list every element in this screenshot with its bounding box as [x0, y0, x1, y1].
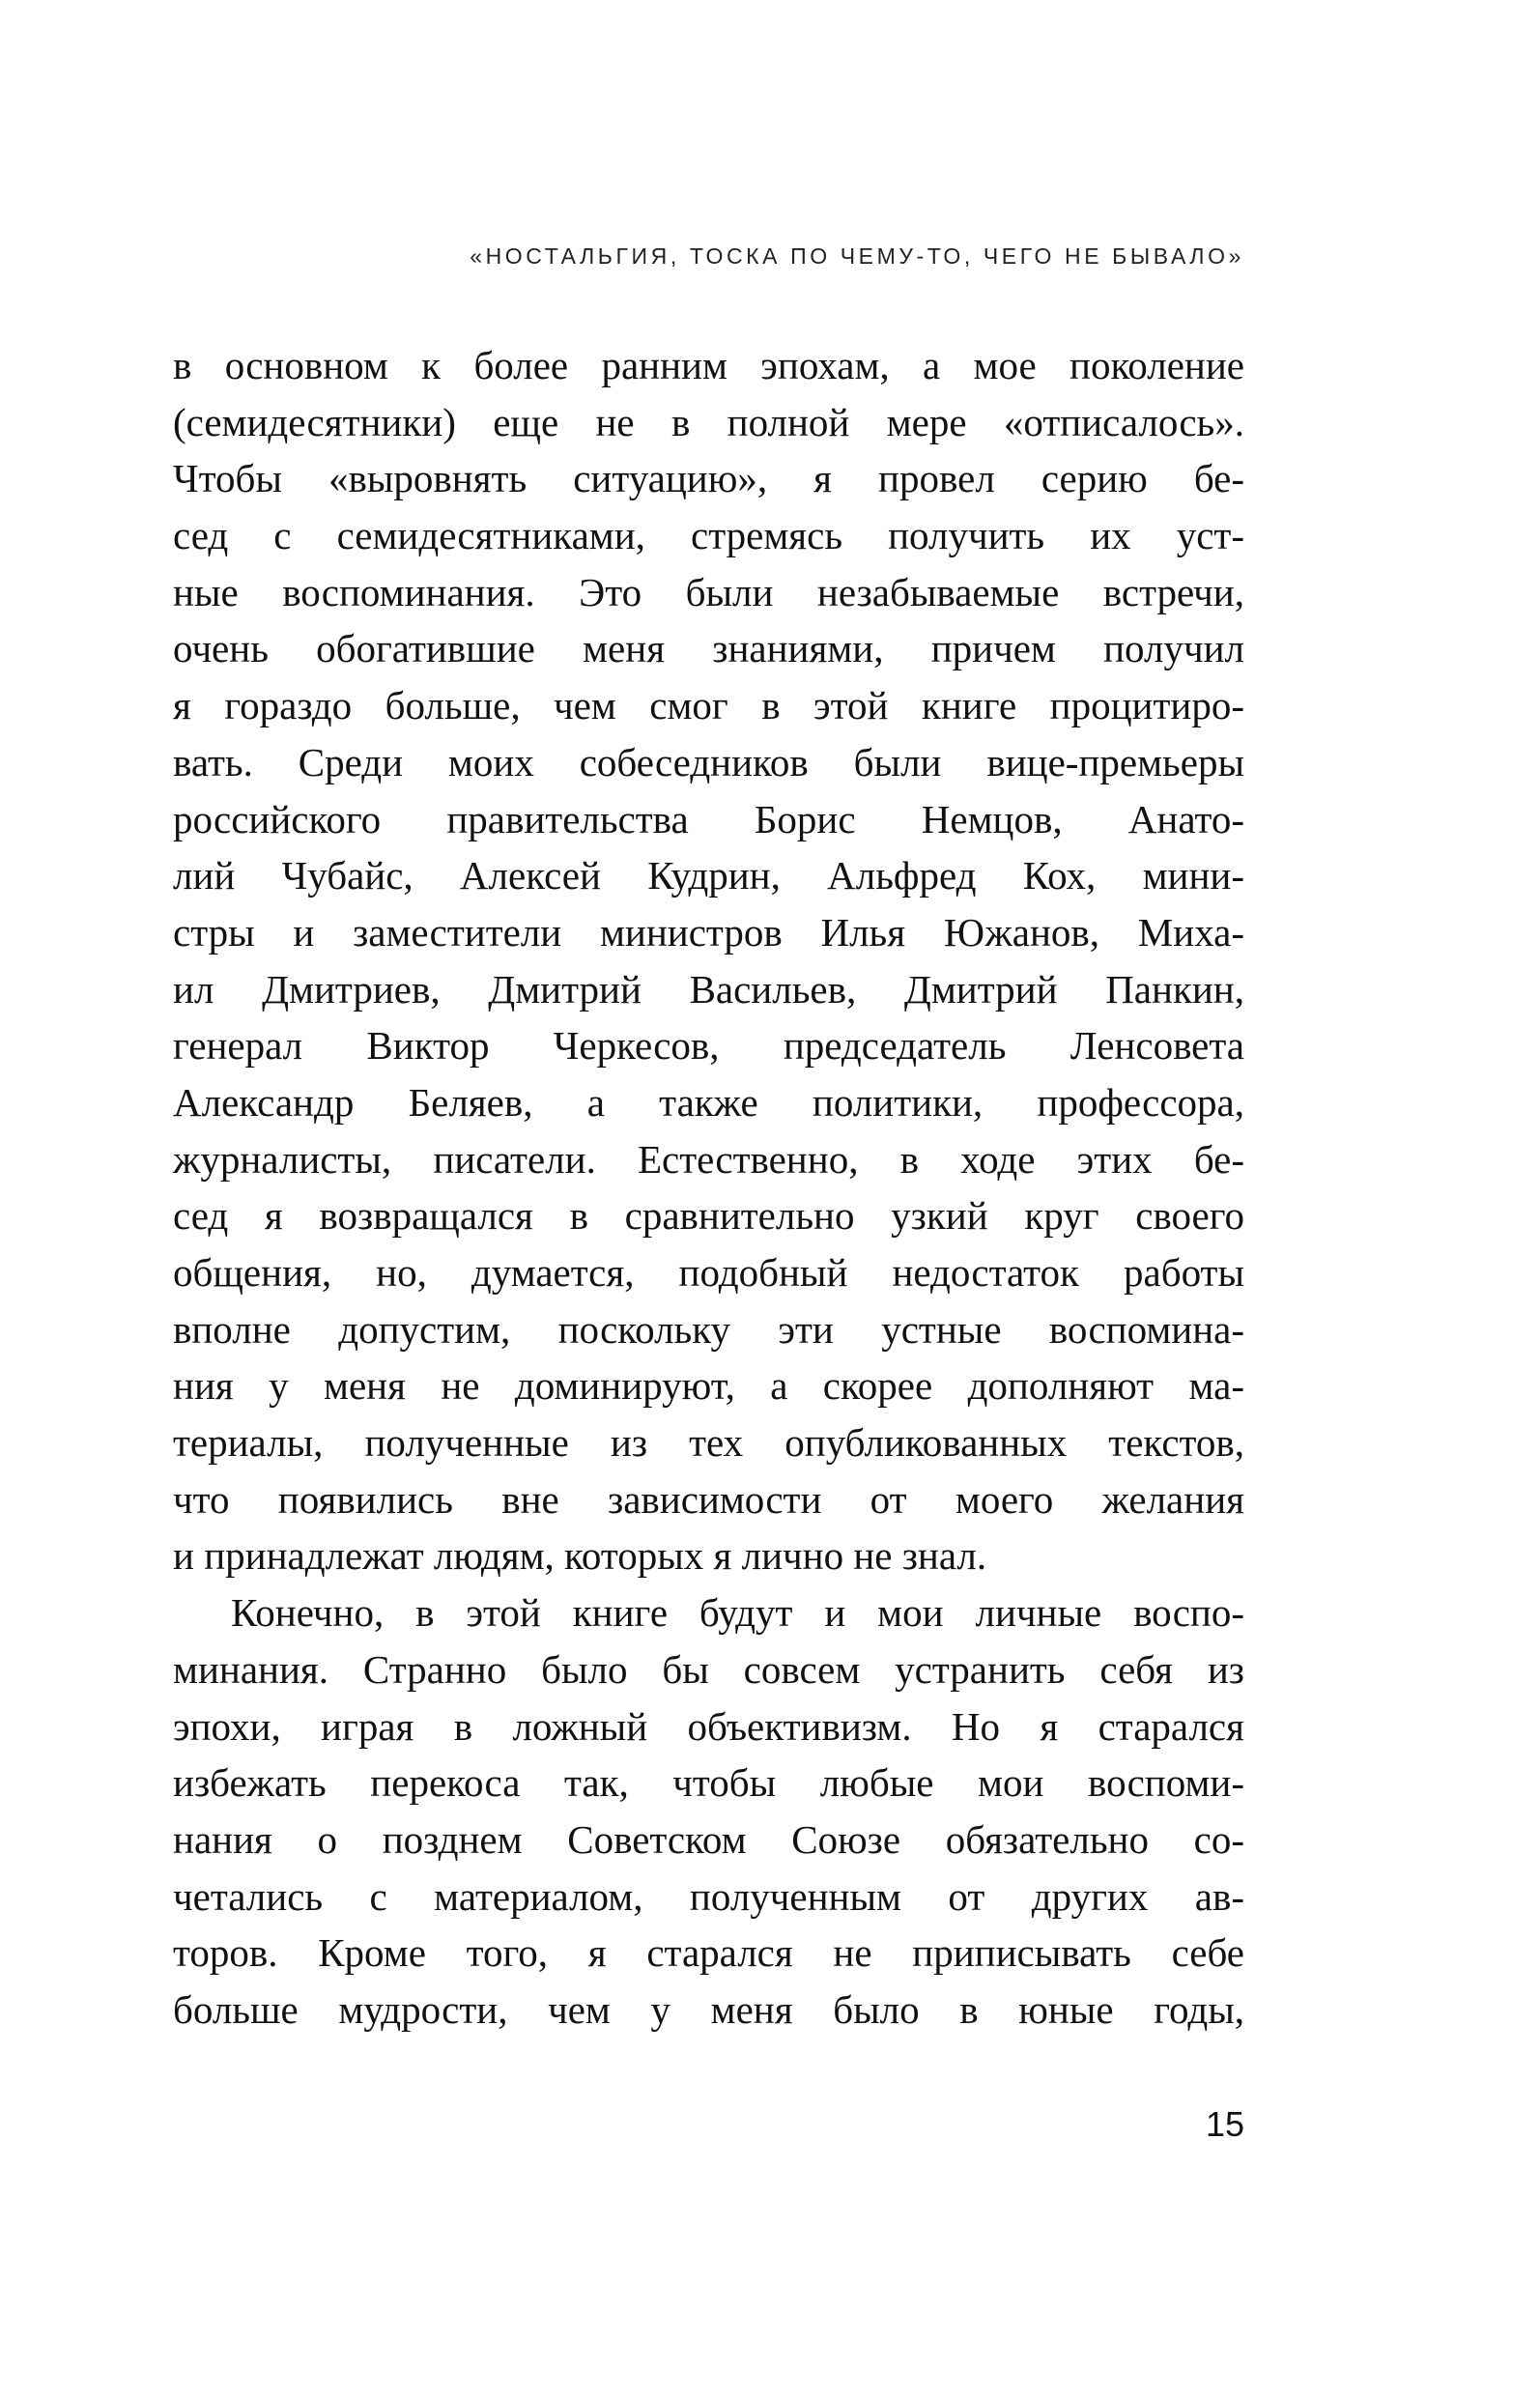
- text-line: Конечно, в этой книге будут и мои личные воспо-: [231, 1590, 1244, 1636]
- text-line: Чтобы «выровнять ситуацию», я провел серию бе-: [173, 456, 1244, 501]
- text-line: и принадлежат людям, которых я лично не знал.: [173, 1533, 987, 1579]
- text-line: лий Чубайс, Алексей Кудрин, Альфред Кох, мини-: [173, 853, 1244, 898]
- paragraph: [173, 1584, 1244, 2039]
- text-line: териалы, полученные из тех опубликованных текстов,: [173, 1420, 1244, 1466]
- text-line: минания. Странно было бы совсем устранить себя из: [173, 1646, 1244, 1692]
- text-line: эпохи, играя в ложный объективизм. Но я старался: [173, 1703, 1244, 1749]
- text-line: нания о позднем Советском Союзе обязательно со-: [173, 1816, 1244, 1862]
- text-line: сед я возвращался в сравнительно узкий круг своего: [173, 1193, 1244, 1239]
- text-line: вполне допустим, поскольку эти устные воспомина-: [173, 1306, 1244, 1352]
- text-line: Александр Беляев, а также политики, профессора,: [173, 1079, 1244, 1125]
- text-line: ные воспоминания. Это были незабываемые встречи,: [173, 569, 1244, 614]
- text-line: торов. Кроме того, я старался не приписывать себе: [173, 1930, 1244, 1976]
- paragraph: [173, 337, 1244, 1584]
- text-line: сед с семидесятниками, стремясь получить их уст-: [173, 513, 1244, 558]
- body-text: [173, 337, 1244, 2039]
- text-line: (семидесятники) еще не в полной мере «отписалось».: [173, 399, 1244, 444]
- text-line: ния у меня не доминируют, а скорее дополняют ма-: [173, 1363, 1244, 1409]
- text-line: вать. Среди моих собеседников были вице-премьеры: [173, 739, 1244, 784]
- text-line: четались с материалом, полученным от других ав-: [173, 1873, 1244, 1919]
- text-line: очень обогатившие меня знаниями, причем получил: [173, 626, 1244, 671]
- page-number: 15: [1205, 2104, 1244, 2144]
- running-header: «НОСТАЛЬГИЯ, ТОСКА ПО ЧЕМУ-ТО, ЧЕГО НЕ БЫВАЛО»: [470, 243, 1244, 269]
- text-line: ил Дмитриев, Дмитрий Васильев, Дмитрий Панкин,: [173, 966, 1244, 1012]
- text-line: что появились вне зависимости от моего желания: [173, 1476, 1244, 1522]
- text-line: избежать перекоса так, чтобы любые мои воспоми-: [173, 1760, 1244, 1806]
- text-line: больше мудрости, чем у меня было в юные годы,: [173, 1986, 1244, 2032]
- text-line: стры и заместители министров Илья Южанов, Миха-: [173, 909, 1244, 955]
- text-line: общения, но, думается, подобный недостаток работы: [173, 1250, 1244, 1295]
- text-line: я гораздо больше, чем смог в этой книге процитиро-: [173, 683, 1244, 728]
- text-line: в основном к более ранним эпохам, а мое поколение: [173, 343, 1244, 387]
- text-line: генерал Виктор Черкесов, председатель Ленсовета: [173, 1023, 1244, 1069]
- text-line: журналисты, писатели. Естественно, в ходе этих бе-: [173, 1136, 1244, 1182]
- text-line: российского правительства Борис Немцов, Анато-: [173, 796, 1244, 841]
